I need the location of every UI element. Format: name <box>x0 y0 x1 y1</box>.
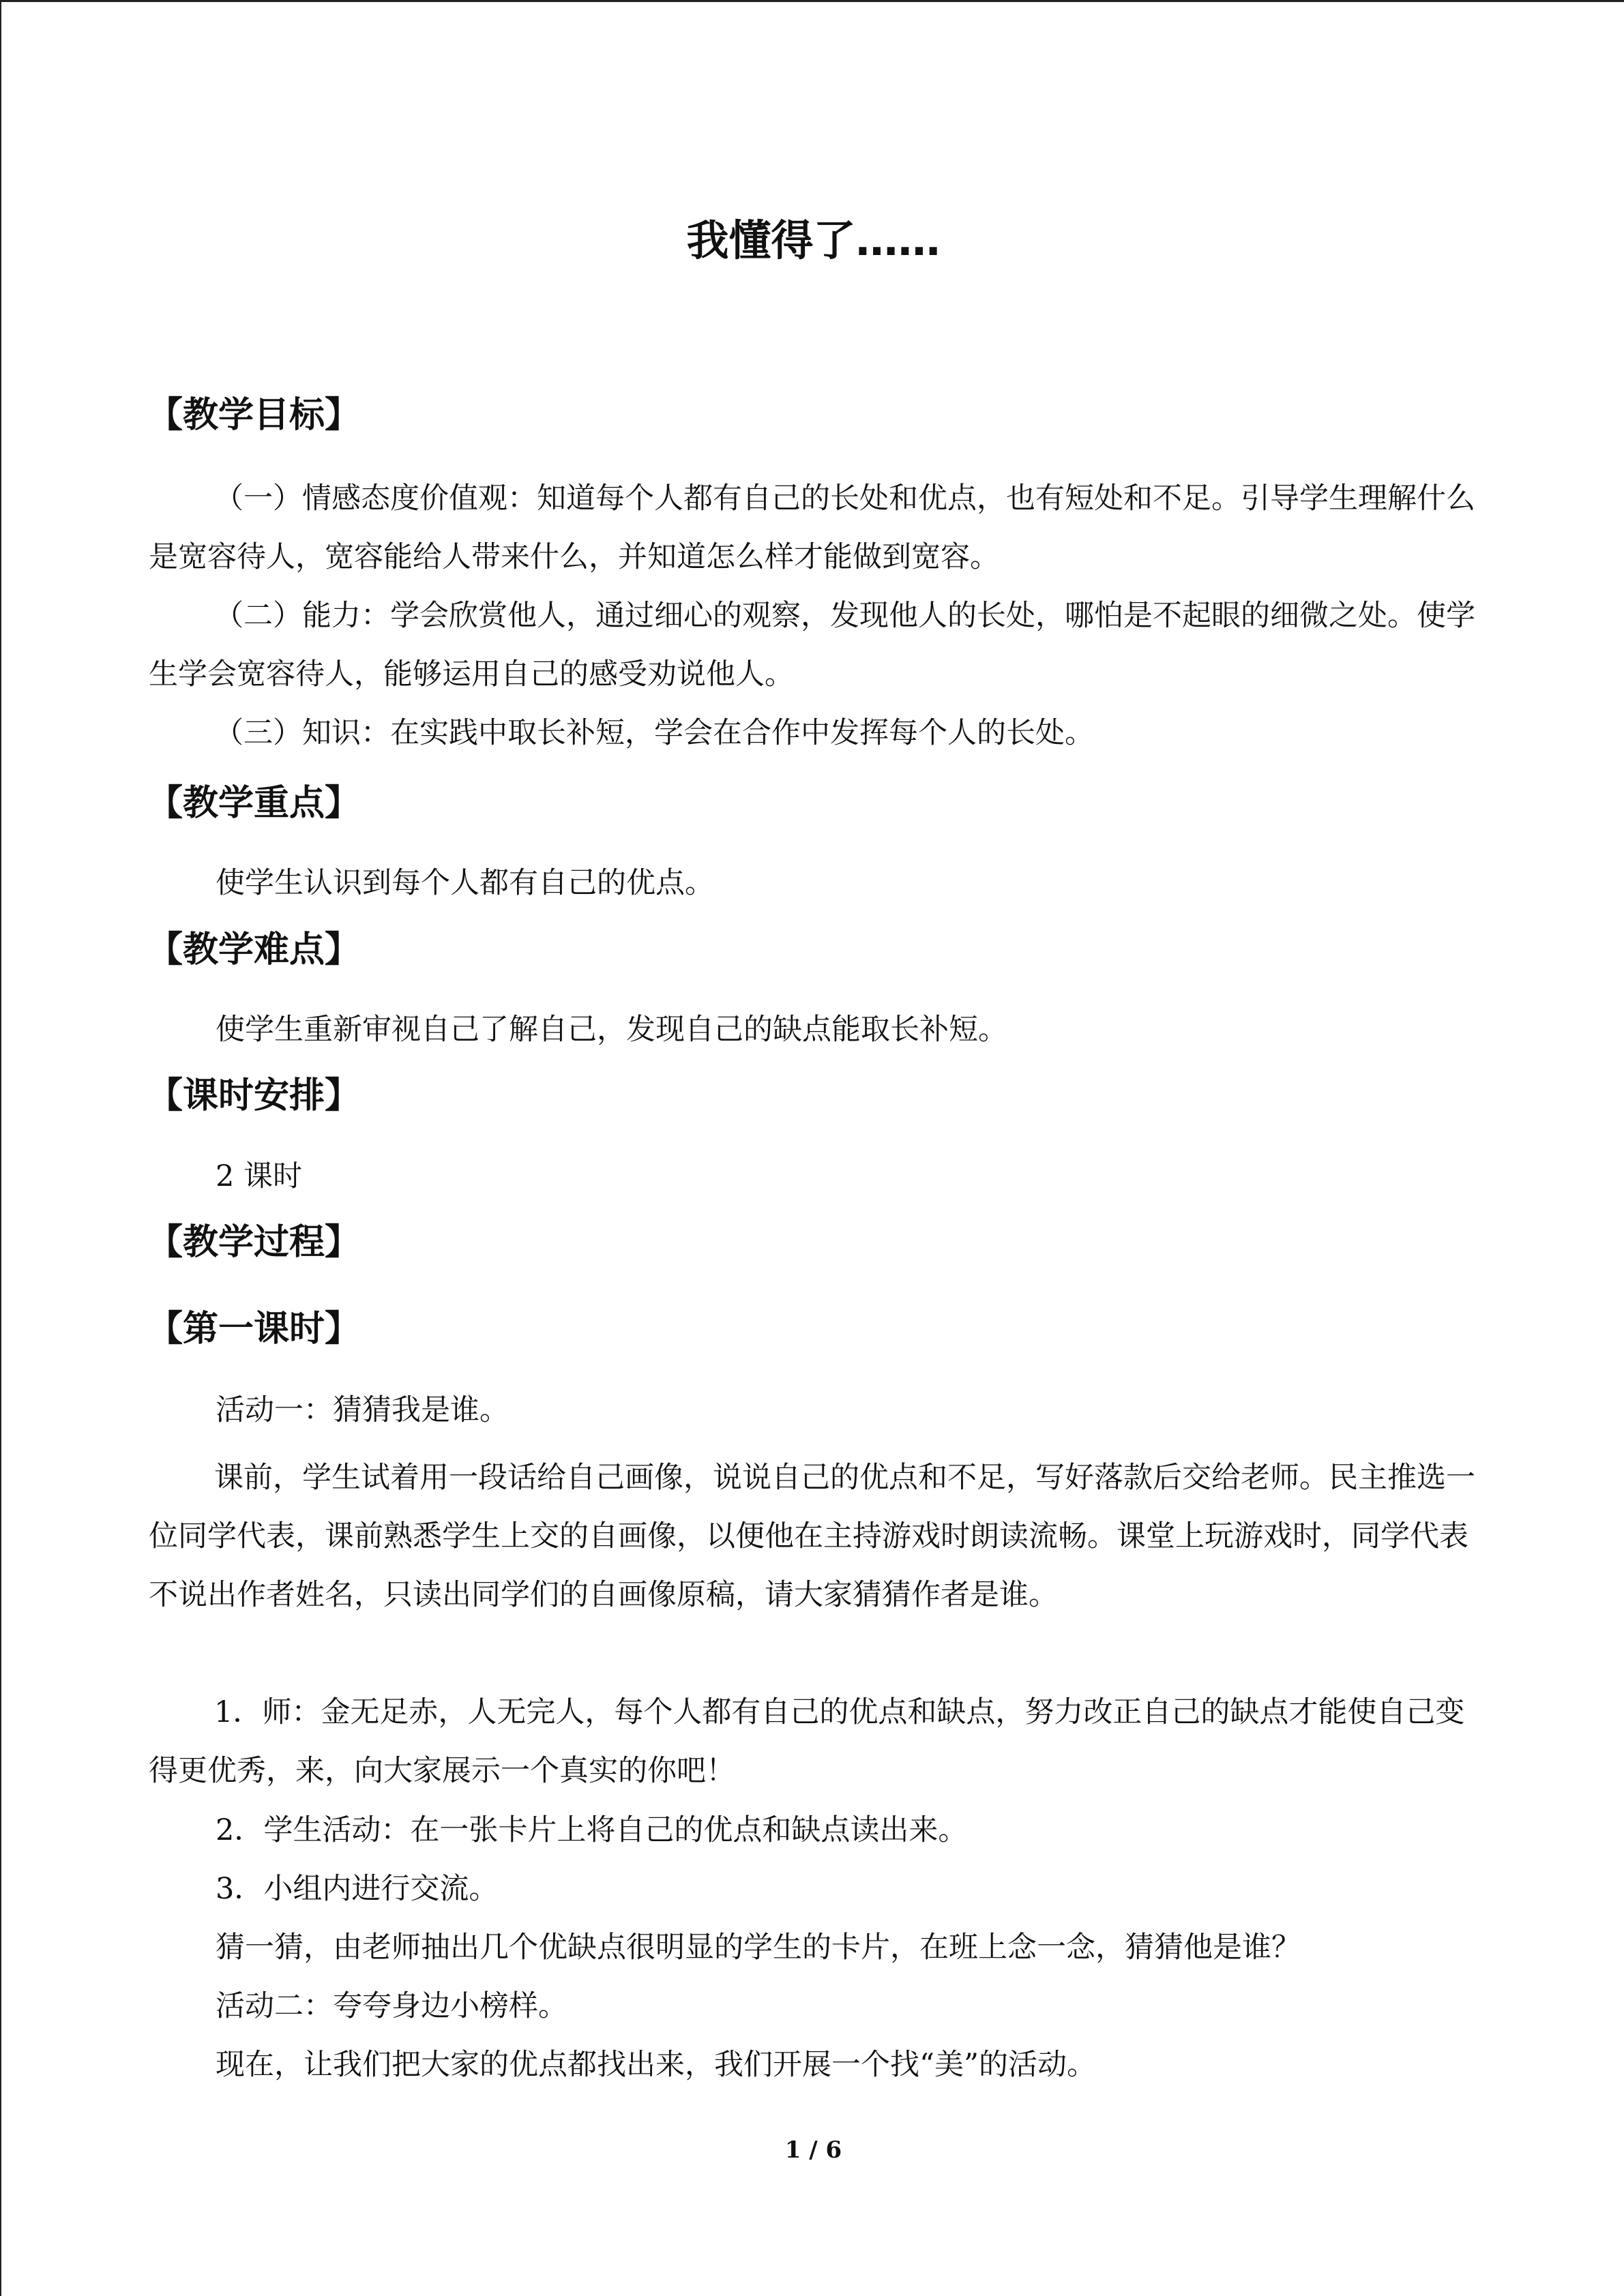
activity1-description: 课前，学生试着用一段话给自己画像，说说自己的优点和不足，写好落款后交给老师。民主推选一位同学代表，课前熟悉学生上交的自画像，以便他在主持游戏时朗读流畅。课堂上玩游戏时，同学代表不说出作者姓名，只读出同学们的自画像原稿，请大家猜猜作者是谁。 <box>149 1461 1475 1612</box>
step-1: 1．师：金无足赤，人无完人，每个人都有自己的优点和缺点，努力改正自己的缺点才能使自己变得更优秀，来，向大家展示一个真实的你吧！ <box>149 1695 1465 1788</box>
key-points-text: 使学生认识到每个人都有自己的优点。 <box>216 866 714 900</box>
guess-text: 猜一猜，由老师抽出几个优缺点很明显的学生的卡片，在班上念一念，猜猜他是谁？ <box>216 1930 1301 1965</box>
heading-objectives: 【教学目标】 <box>147 395 361 436</box>
activity2-title: 活动二：夸夸身边小榜样。 <box>216 1989 567 2023</box>
heading-first-lesson: 【第一课时】 <box>147 1309 361 1350</box>
heading-key-points: 【教学重点】 <box>147 783 361 824</box>
objective-paragraph-2: （二）能力：学会欣赏他人，通过细心的观察，发现他人的长处，哪怕是不起眼的细微之处。使学生学会宽容待人，能够运用自己的感受劝说他人。 <box>149 599 1475 691</box>
step-3: 3．小组内进行交流。 <box>216 1872 499 1906</box>
activity2-description: 现在，让我们把大家的优点都找出来，我们开展一个找“美”的活动。 <box>216 2048 1096 2082</box>
schedule-text: 2 课时 <box>216 1159 303 1193</box>
objective-paragraph-1: （一）情感态度价值观：知道每个人都有自己的长处和优点，也有短处和不足。引导学生理解什么是宽容待人，宽容能给人带来什么，并知道怎么样才能做到宽容。 <box>149 481 1475 574</box>
activity1-title: 活动一：猜猜我是谁。 <box>216 1393 509 1427</box>
page-number: 1 / 6 <box>784 2136 842 2164</box>
document-title: 我懂得了…… <box>686 215 941 265</box>
step-2: 2．学生活动：在一张卡片上将自己的优点和缺点读出来。 <box>216 1813 968 1847</box>
heading-difficulties: 【教学难点】 <box>147 929 361 970</box>
objective-paragraph-3: （三）知识：在实践中取长补短，学会在合作中发挥每个人的长处。 <box>214 716 1094 750</box>
heading-schedule: 【课时安排】 <box>147 1075 361 1116</box>
difficulties-text: 使学生重新审视自己了解自己，发现自己的缺点能取长补短。 <box>216 1013 1007 1047</box>
heading-process: 【教学过程】 <box>147 1222 361 1263</box>
